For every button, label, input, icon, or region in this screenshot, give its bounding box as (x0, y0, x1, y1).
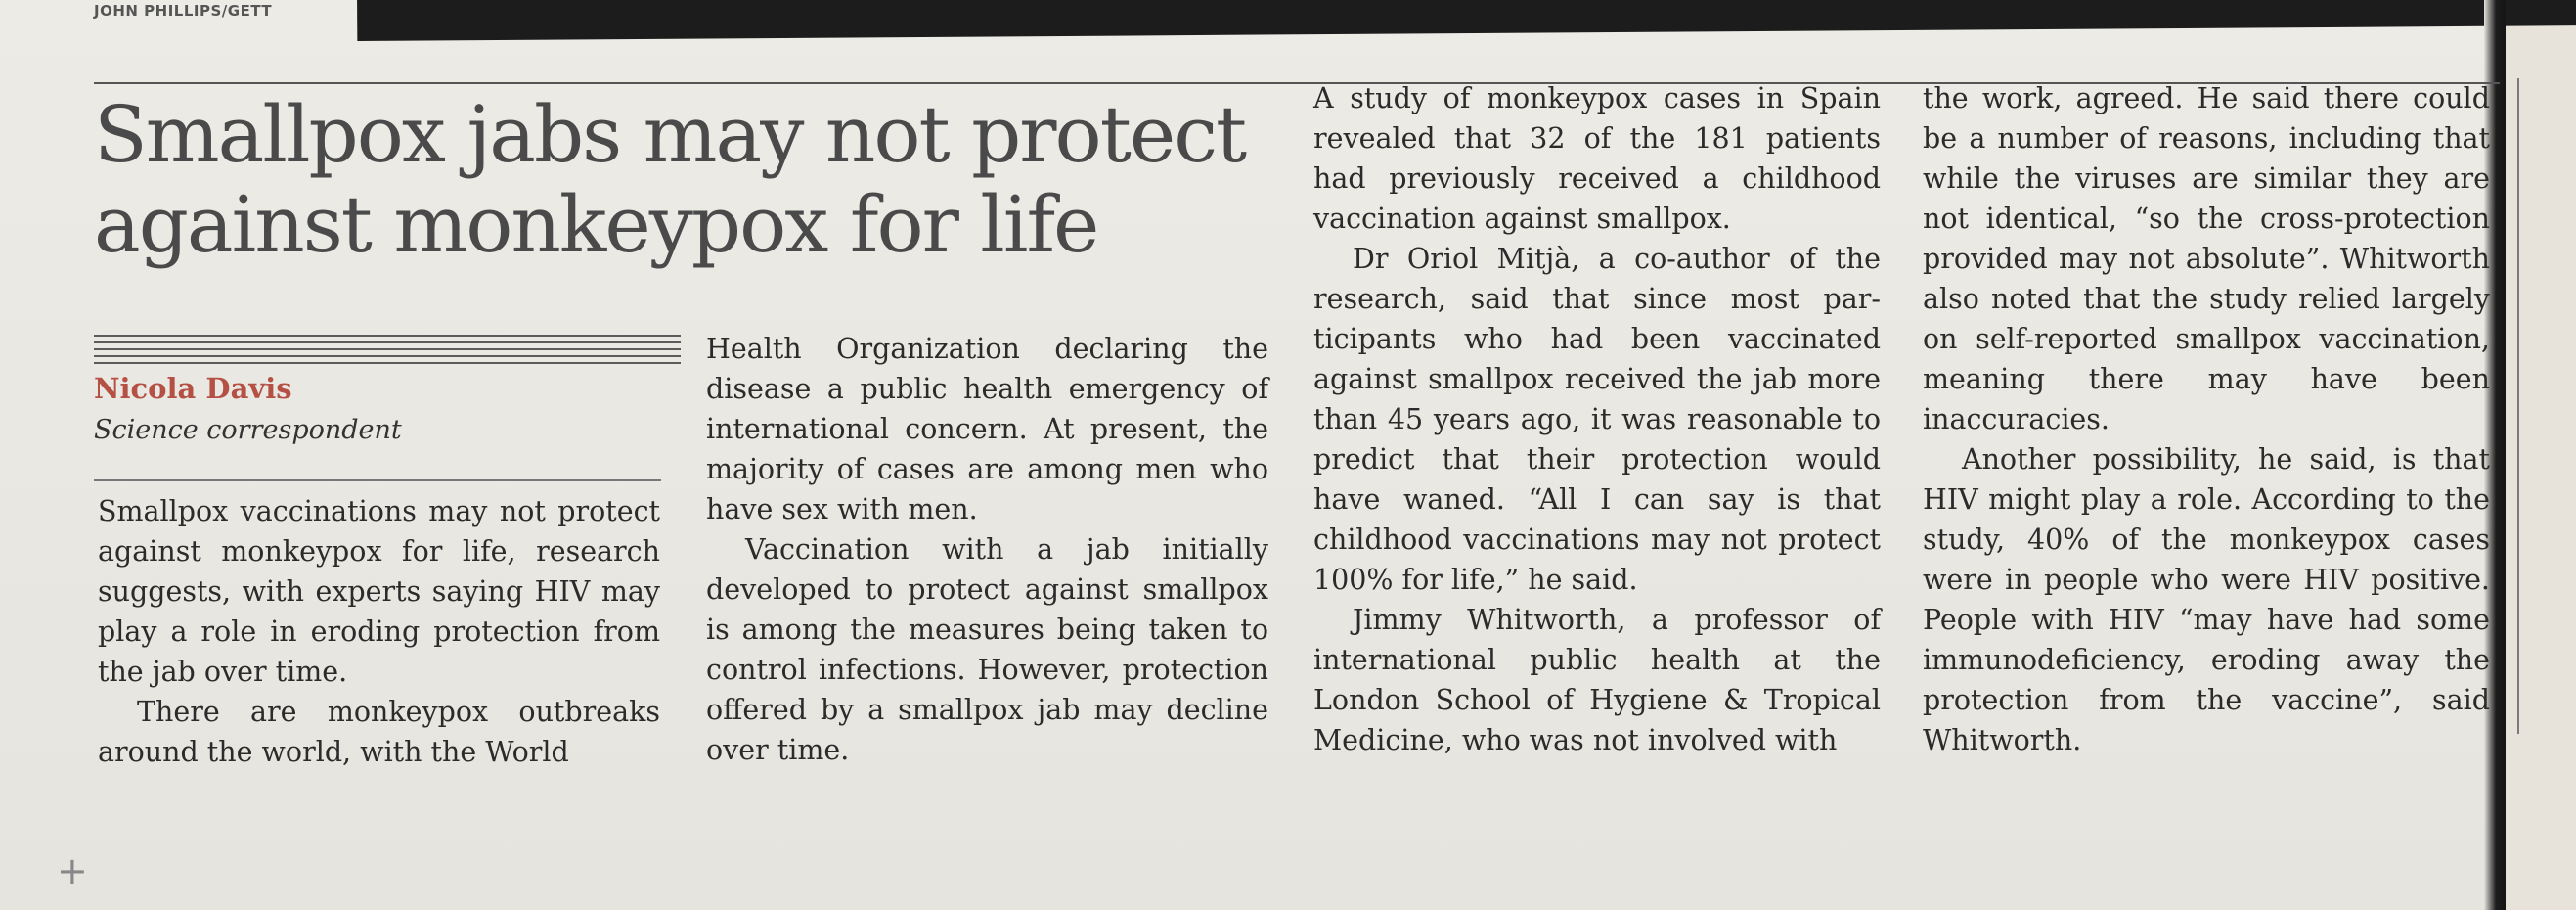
paragraph: Dr Oriol Mitjà, a co-author of the research, said that since most participants who had been vaccinated against smallpox received the jab more than 45 years ago, it was reasonable to predict that their protection would have waned. “All I can say is that childhood vaccinations may not protect 100% for life,” he said. (1313, 243, 1881, 596)
byline-name: Nicola Davis (94, 372, 292, 405)
photo-credit: JOHN PHILLIPS/GETT (94, 2, 273, 20)
article-column-1 (98, 491, 660, 772)
paragraph: Another possibility, he said, is that HIV might play a role. According to the study, 40% of the monkeypox cases were in people who were HIV positive. People with HIV “may have had some immunodeficiency, eroding away the protection from the vaccine”, said Whitworth. (1923, 443, 2490, 756)
paragraph: There are monkeypox outbreaks around the world, with the World (98, 696, 660, 768)
article-column-2 (706, 329, 1268, 770)
paragraph: A study of monkeypox cases in Spain revealed that 32 of the 181 patients had previously received a childhood vaccination against smallpox. (1313, 82, 1881, 235)
headline: Smallpox jabs may not protect against monkeypox for life (94, 89, 1246, 270)
paragraph: Jimmy Whitworth, a professor of international public health at the London School of Hygiene & Tropical Medicine, who was not involved with (1313, 604, 1881, 756)
paragraph: Smallpox vaccinations may not protect against monkeypox for life, research suggests, with experts saying HIV may play a role in eroding protection from the jab over time. (98, 495, 660, 688)
column-divider (2517, 78, 2519, 734)
paragraph: the work, agreed. He said there could be a number of reasons, including that while the viruses are similar they are not identical, “so the cross-protection provided may not absolute”. Whitworth also noted that the study relied largely on self-reported smallpox vaccination, meaning there may have been inaccuracies. (1923, 82, 2490, 435)
byline-role: Science correspondent (94, 415, 402, 445)
paragraph: Vaccination with a jab initially developed to protect against smallpox is among the measures being taken to control infections. However, protection offered by a smallpox jab may decline over time. (706, 533, 1268, 766)
article-column-4 (1923, 78, 2490, 760)
paragraph: Health Organization declaring the disease a public health emergency of international concern. At present, the majority of cases are among men who have sex with men. (706, 333, 1268, 525)
registration-mark-icon: + (57, 849, 88, 892)
byline-divider (94, 479, 661, 481)
article-column-3 (1313, 78, 1881, 760)
byline-rules (94, 335, 681, 368)
